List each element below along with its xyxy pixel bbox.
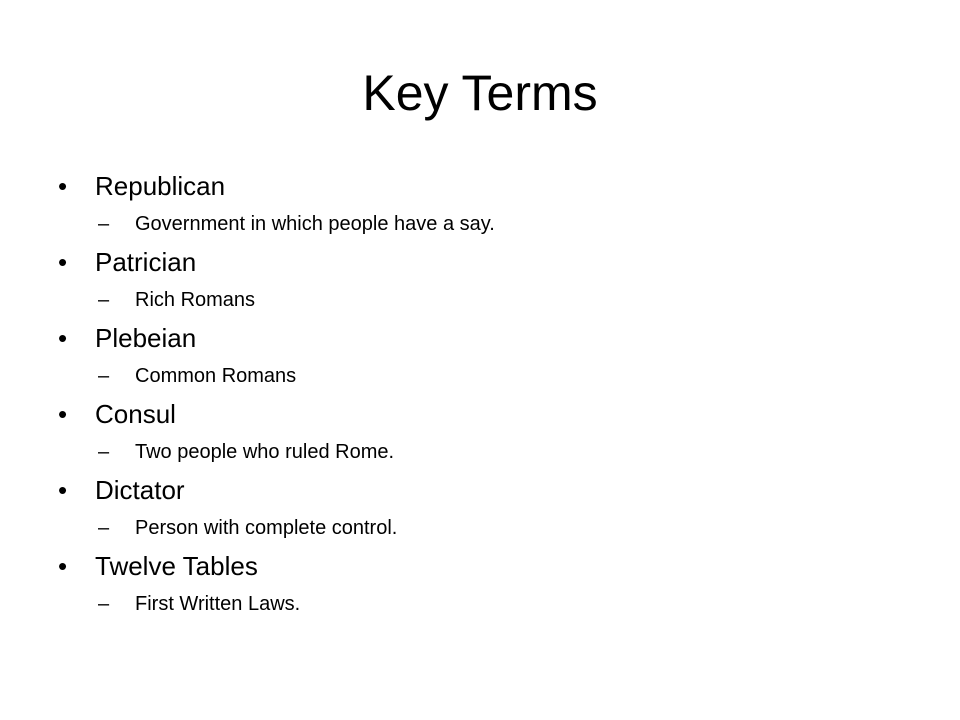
- term-item: [58, 166, 918, 242]
- definition-label: Rich Romans: [135, 289, 256, 311]
- term-row: [58, 318, 918, 358]
- term-item: [58, 470, 918, 546]
- dash-icon: –: [98, 289, 110, 311]
- definition-row: [58, 510, 918, 546]
- bullet-icon: •: [58, 247, 68, 277]
- term-item: [58, 394, 918, 470]
- term-label: Twelve Tables: [95, 551, 258, 581]
- definition-label: First Written Laws.: [135, 593, 301, 615]
- bullet-icon: •: [58, 475, 68, 505]
- definition-label: Person with complete control.: [135, 517, 398, 539]
- bullet-icon: •: [58, 551, 68, 581]
- definition-label: Government in which people have a say.: [135, 213, 495, 235]
- definition-label: Two people who ruled Rome.: [135, 441, 395, 463]
- bullet-icon: •: [58, 323, 68, 353]
- definition-row: [58, 282, 918, 318]
- term-item: [58, 546, 918, 622]
- dash-icon: –: [98, 517, 110, 539]
- term-label: Patrician: [95, 247, 197, 277]
- dash-icon: –: [98, 441, 110, 463]
- definition-row: [58, 358, 918, 394]
- term-row: [58, 166, 918, 206]
- slide-title: Key Terms: [362, 65, 598, 121]
- bullet-icon: •: [58, 171, 68, 201]
- definition-row: [58, 206, 918, 242]
- term-row: [58, 546, 918, 586]
- term-label: Plebeian: [95, 323, 197, 353]
- dash-icon: –: [98, 213, 110, 235]
- definition-label: Common Romans: [135, 365, 297, 387]
- term-item: [58, 318, 918, 394]
- dash-icon: –: [98, 593, 110, 615]
- bullet-icon: •: [58, 399, 68, 429]
- term-item: [58, 242, 918, 318]
- term-row: [58, 470, 918, 510]
- term-row: [58, 394, 918, 434]
- term-row: [58, 242, 918, 282]
- term-label: Consul: [95, 399, 176, 429]
- definition-row: [58, 434, 918, 470]
- term-label: Dictator: [95, 475, 185, 505]
- term-label: Republican: [95, 171, 226, 201]
- dash-icon: –: [98, 365, 110, 387]
- terms-list: [58, 166, 918, 622]
- definition-row: [58, 586, 918, 622]
